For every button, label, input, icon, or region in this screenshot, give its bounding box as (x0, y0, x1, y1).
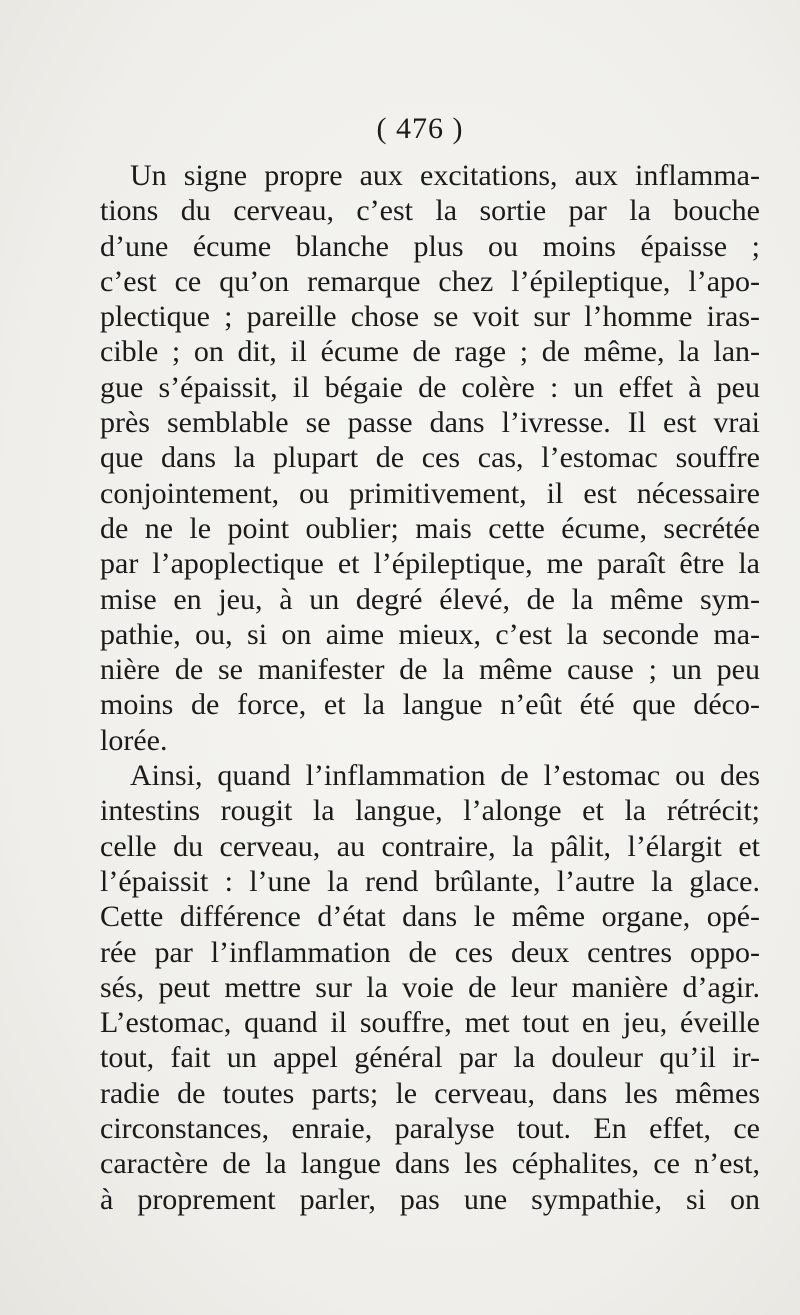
text-line: près semblable se passe dans l’ivresse. Il est vrai (100, 406, 760, 440)
text-line: par l’apoplectique et l’épileptique, me paraît être la (100, 547, 760, 581)
text-line: intestins rougit la langue, l’alonge et la rétrécit; (100, 794, 760, 828)
text-line: cible ; on dit, il écume de rage ; de même, la lan- (100, 335, 760, 369)
text-line: l’épaissit : l’une la rend brûlante, l’autre la glace. (100, 864, 760, 898)
text-line: conjointement, ou primitivement, il est nécessaire (100, 476, 760, 510)
text-line: pathie, ou, si on aime mieux, c’est la seconde ma- (100, 617, 760, 651)
text-line: que dans la plupart de ces cas, l’estomac souffre (100, 441, 760, 475)
page-number: ( 476 ) (376, 112, 464, 145)
paragraph-2 (100, 758, 760, 1217)
text-line: d’une écume blanche plus ou moins épaisse ; (100, 229, 760, 263)
text-line: plectique ; pareille chose se voit sur l’homme iras- (100, 300, 760, 334)
text-line: tout, fait un appel général par la douleur qu’il ir- (100, 1041, 760, 1075)
text-line: à proprement parler, pas une sympathie, si on (100, 1182, 760, 1216)
text-line: moins de force, et la langue n’eût été que déco- (100, 688, 760, 722)
text-line: Ainsi, quand l’inflammation de l’estomac ou des (130, 759, 760, 793)
text-line: Cette différence d’état dans le même organe, opé- (100, 900, 760, 934)
text-line: caractère de la langue dans les céphalites, ce n’est, (100, 1147, 760, 1181)
text-line: radie de toutes parts; le cerveau, dans les mêmes (100, 1076, 760, 1110)
text-line: sés, peut mettre sur la voie de leur manière d’agir. (100, 970, 760, 1004)
text-line: c’est ce qu’on remarque chez l’épileptique, l’apo- (100, 264, 760, 298)
text-line: nière de se manifester de la même cause ; un peu (100, 653, 760, 687)
text-line: lorée. (100, 723, 168, 757)
text-line: de ne le point oublier; mais cette écume, secrétée (100, 511, 760, 545)
text-line: rée par l’inflammation de ces deux centres oppo- (100, 935, 760, 969)
text-line: celle du cerveau, au contraire, la pâlit, l’élargit et (100, 829, 760, 863)
paragraph-1 (100, 158, 760, 758)
text-line: Un signe propre aux excitations, aux inflamma- (130, 159, 760, 192)
text-line: gue s’épaissit, il bégaie de colère : un effet à peu (100, 370, 760, 404)
text-line: L’estomac, quand il souffre, met tout en jeu, éveille (100, 1006, 760, 1040)
body-text (100, 158, 760, 1217)
text-line: mise en jeu, à un degré élevé, de la même sym- (100, 582, 760, 616)
text-line: tions du cerveau, c’est la sortie par la bouche (100, 194, 760, 228)
text-line: circonstances, enraie, paralyse tout. En effet, ce (100, 1112, 760, 1146)
